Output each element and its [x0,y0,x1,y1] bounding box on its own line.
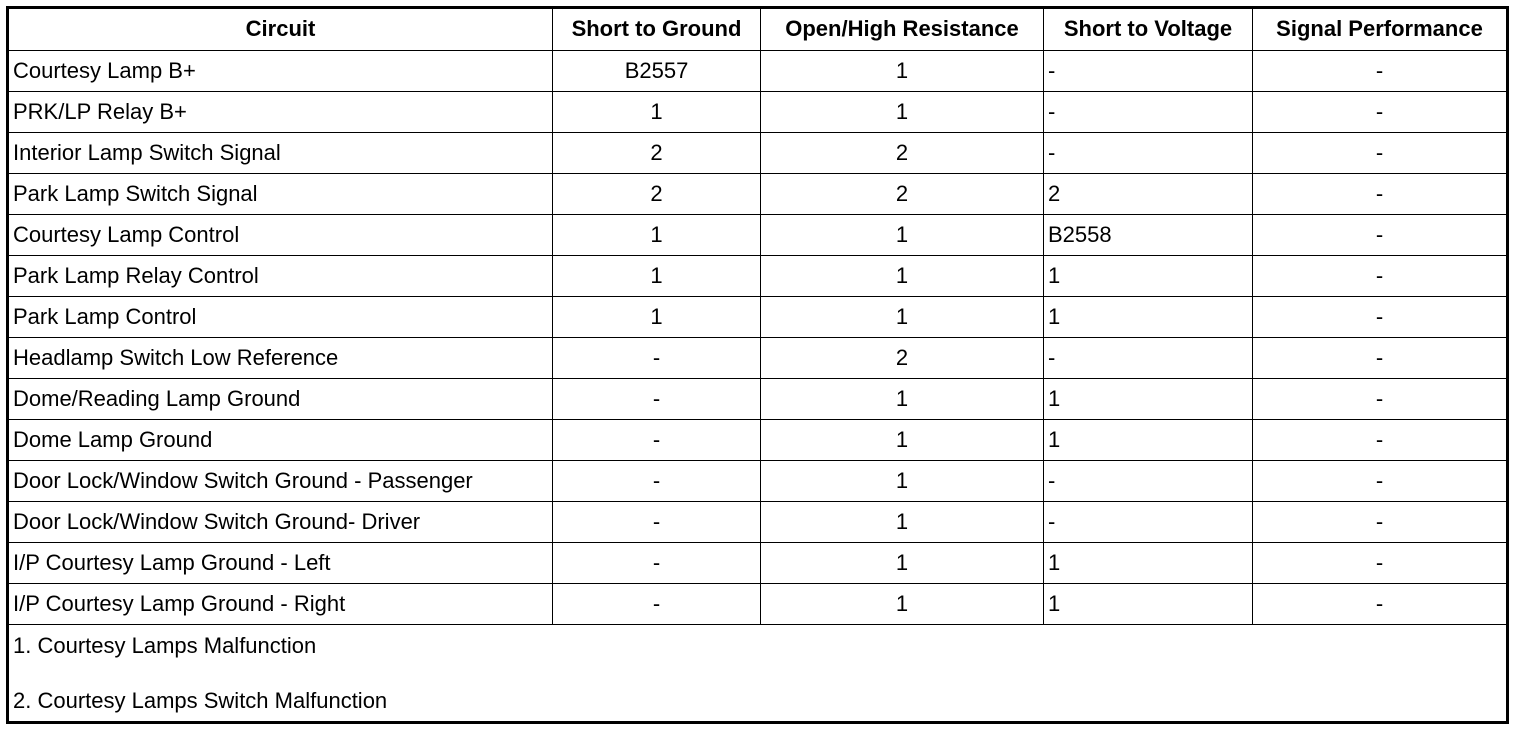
header-short-to-voltage: Short to Voltage [1044,8,1253,51]
cell-signal-performance: - [1253,502,1508,543]
cell-circuit: Dome Lamp Ground [8,420,553,461]
cell-signal-performance: - [1253,92,1508,133]
cell-circuit: Headlamp Switch Low Reference [8,338,553,379]
cell-circuit: Park Lamp Relay Control [8,256,553,297]
table-body [8,51,1508,625]
table-row [8,215,1508,256]
cell-open-high-resistance: 1 [761,543,1044,584]
cell-short-to-voltage: - [1044,51,1253,92]
note-2: 2. Courtesy Lamps Switch Malfunction [13,688,388,713]
cell-short-to-voltage: - [1044,133,1253,174]
table-row [8,461,1508,502]
cell-signal-performance: - [1253,256,1508,297]
cell-circuit: Dome/Reading Lamp Ground [8,379,553,420]
cell-short-to-voltage: 1 [1044,379,1253,420]
cell-short-to-voltage: 1 [1044,584,1253,625]
table-row [8,502,1508,543]
cell-open-high-resistance: 1 [761,420,1044,461]
cell-signal-performance: - [1253,584,1508,625]
cell-short-to-ground: 1 [553,256,761,297]
header-circuit: Circuit [8,8,553,51]
cell-short-to-ground: B2557 [553,51,761,92]
cell-short-to-ground: 1 [553,92,761,133]
cell-signal-performance: - [1253,297,1508,338]
diagnostic-circuit-table [6,6,1509,724]
cell-short-to-ground: - [553,461,761,502]
cell-short-to-ground: - [553,584,761,625]
cell-signal-performance: - [1253,133,1508,174]
table-row [8,379,1508,420]
cell-signal-performance: - [1253,543,1508,584]
cell-circuit: Interior Lamp Switch Signal [8,133,553,174]
cell-open-high-resistance: 2 [761,133,1044,174]
cell-signal-performance: - [1253,338,1508,379]
cell-open-high-resistance: 1 [761,256,1044,297]
cell-open-high-resistance: 1 [761,297,1044,338]
header-open-high-resistance: Open/High Resistance [761,8,1044,51]
cell-open-high-resistance: 1 [761,502,1044,543]
cell-short-to-voltage: 1 [1044,297,1253,338]
cell-short-to-voltage: - [1044,338,1253,379]
table-row [8,133,1508,174]
cell-circuit: Courtesy Lamp B+ [8,51,553,92]
cell-short-to-voltage: - [1044,92,1253,133]
cell-short-to-ground: - [553,543,761,584]
table-row [8,543,1508,584]
cell-circuit: I/P Courtesy Lamp Ground - Right [8,584,553,625]
cell-circuit: Park Lamp Switch Signal [8,174,553,215]
cell-signal-performance: - [1253,461,1508,502]
cell-short-to-ground: 2 [553,174,761,215]
cell-signal-performance: - [1253,174,1508,215]
cell-signal-performance: - [1253,215,1508,256]
cell-short-to-ground: 1 [553,297,761,338]
cell-short-to-voltage: 1 [1044,543,1253,584]
cell-short-to-voltage: 2 [1044,174,1253,215]
cell-short-to-ground: - [553,502,761,543]
cell-short-to-ground: 1 [553,215,761,256]
cell-open-high-resistance: 1 [761,215,1044,256]
cell-circuit: Park Lamp Control [8,297,553,338]
cell-short-to-voltage: 1 [1044,420,1253,461]
table-row [8,338,1508,379]
cell-circuit: PRK/LP Relay B+ [8,92,553,133]
header-short-to-ground: Short to Ground [553,8,761,51]
cell-circuit: I/P Courtesy Lamp Ground - Left [8,543,553,584]
cell-short-to-voltage: B2558 [1044,215,1253,256]
cell-open-high-resistance: 2 [761,338,1044,379]
table-row [8,51,1508,92]
table-row [8,584,1508,625]
header-signal-performance: Signal Performance [1253,8,1508,51]
cell-open-high-resistance: 1 [761,51,1044,92]
cell-short-to-voltage: - [1044,502,1253,543]
table-row [8,256,1508,297]
cell-open-high-resistance: 2 [761,174,1044,215]
cell-short-to-ground: 2 [553,133,761,174]
cell-circuit: Courtesy Lamp Control [8,215,553,256]
table-row [8,92,1508,133]
cell-open-high-resistance: 1 [761,379,1044,420]
cell-circuit: Door Lock/Window Switch Ground- Driver [8,502,553,543]
cell-short-to-ground: - [553,338,761,379]
cell-short-to-voltage: - [1044,461,1253,502]
cell-open-high-resistance: 1 [761,92,1044,133]
cell-signal-performance: - [1253,379,1508,420]
cell-short-to-ground: - [553,379,761,420]
cell-open-high-resistance: 1 [761,584,1044,625]
cell-signal-performance: - [1253,51,1508,92]
cell-signal-performance: - [1253,420,1508,461]
table-row [8,420,1508,461]
header-row [8,8,1508,51]
cell-circuit: Door Lock/Window Switch Ground - Passenger [8,461,553,502]
cell-short-to-ground: - [553,420,761,461]
cell-open-high-resistance: 1 [761,461,1044,502]
note-1: 1. Courtesy Lamps Malfunction [13,633,317,658]
notes-cell [8,625,1508,723]
table-row [8,174,1508,215]
notes-row [8,625,1508,723]
cell-short-to-voltage: 1 [1044,256,1253,297]
table-row [8,297,1508,338]
